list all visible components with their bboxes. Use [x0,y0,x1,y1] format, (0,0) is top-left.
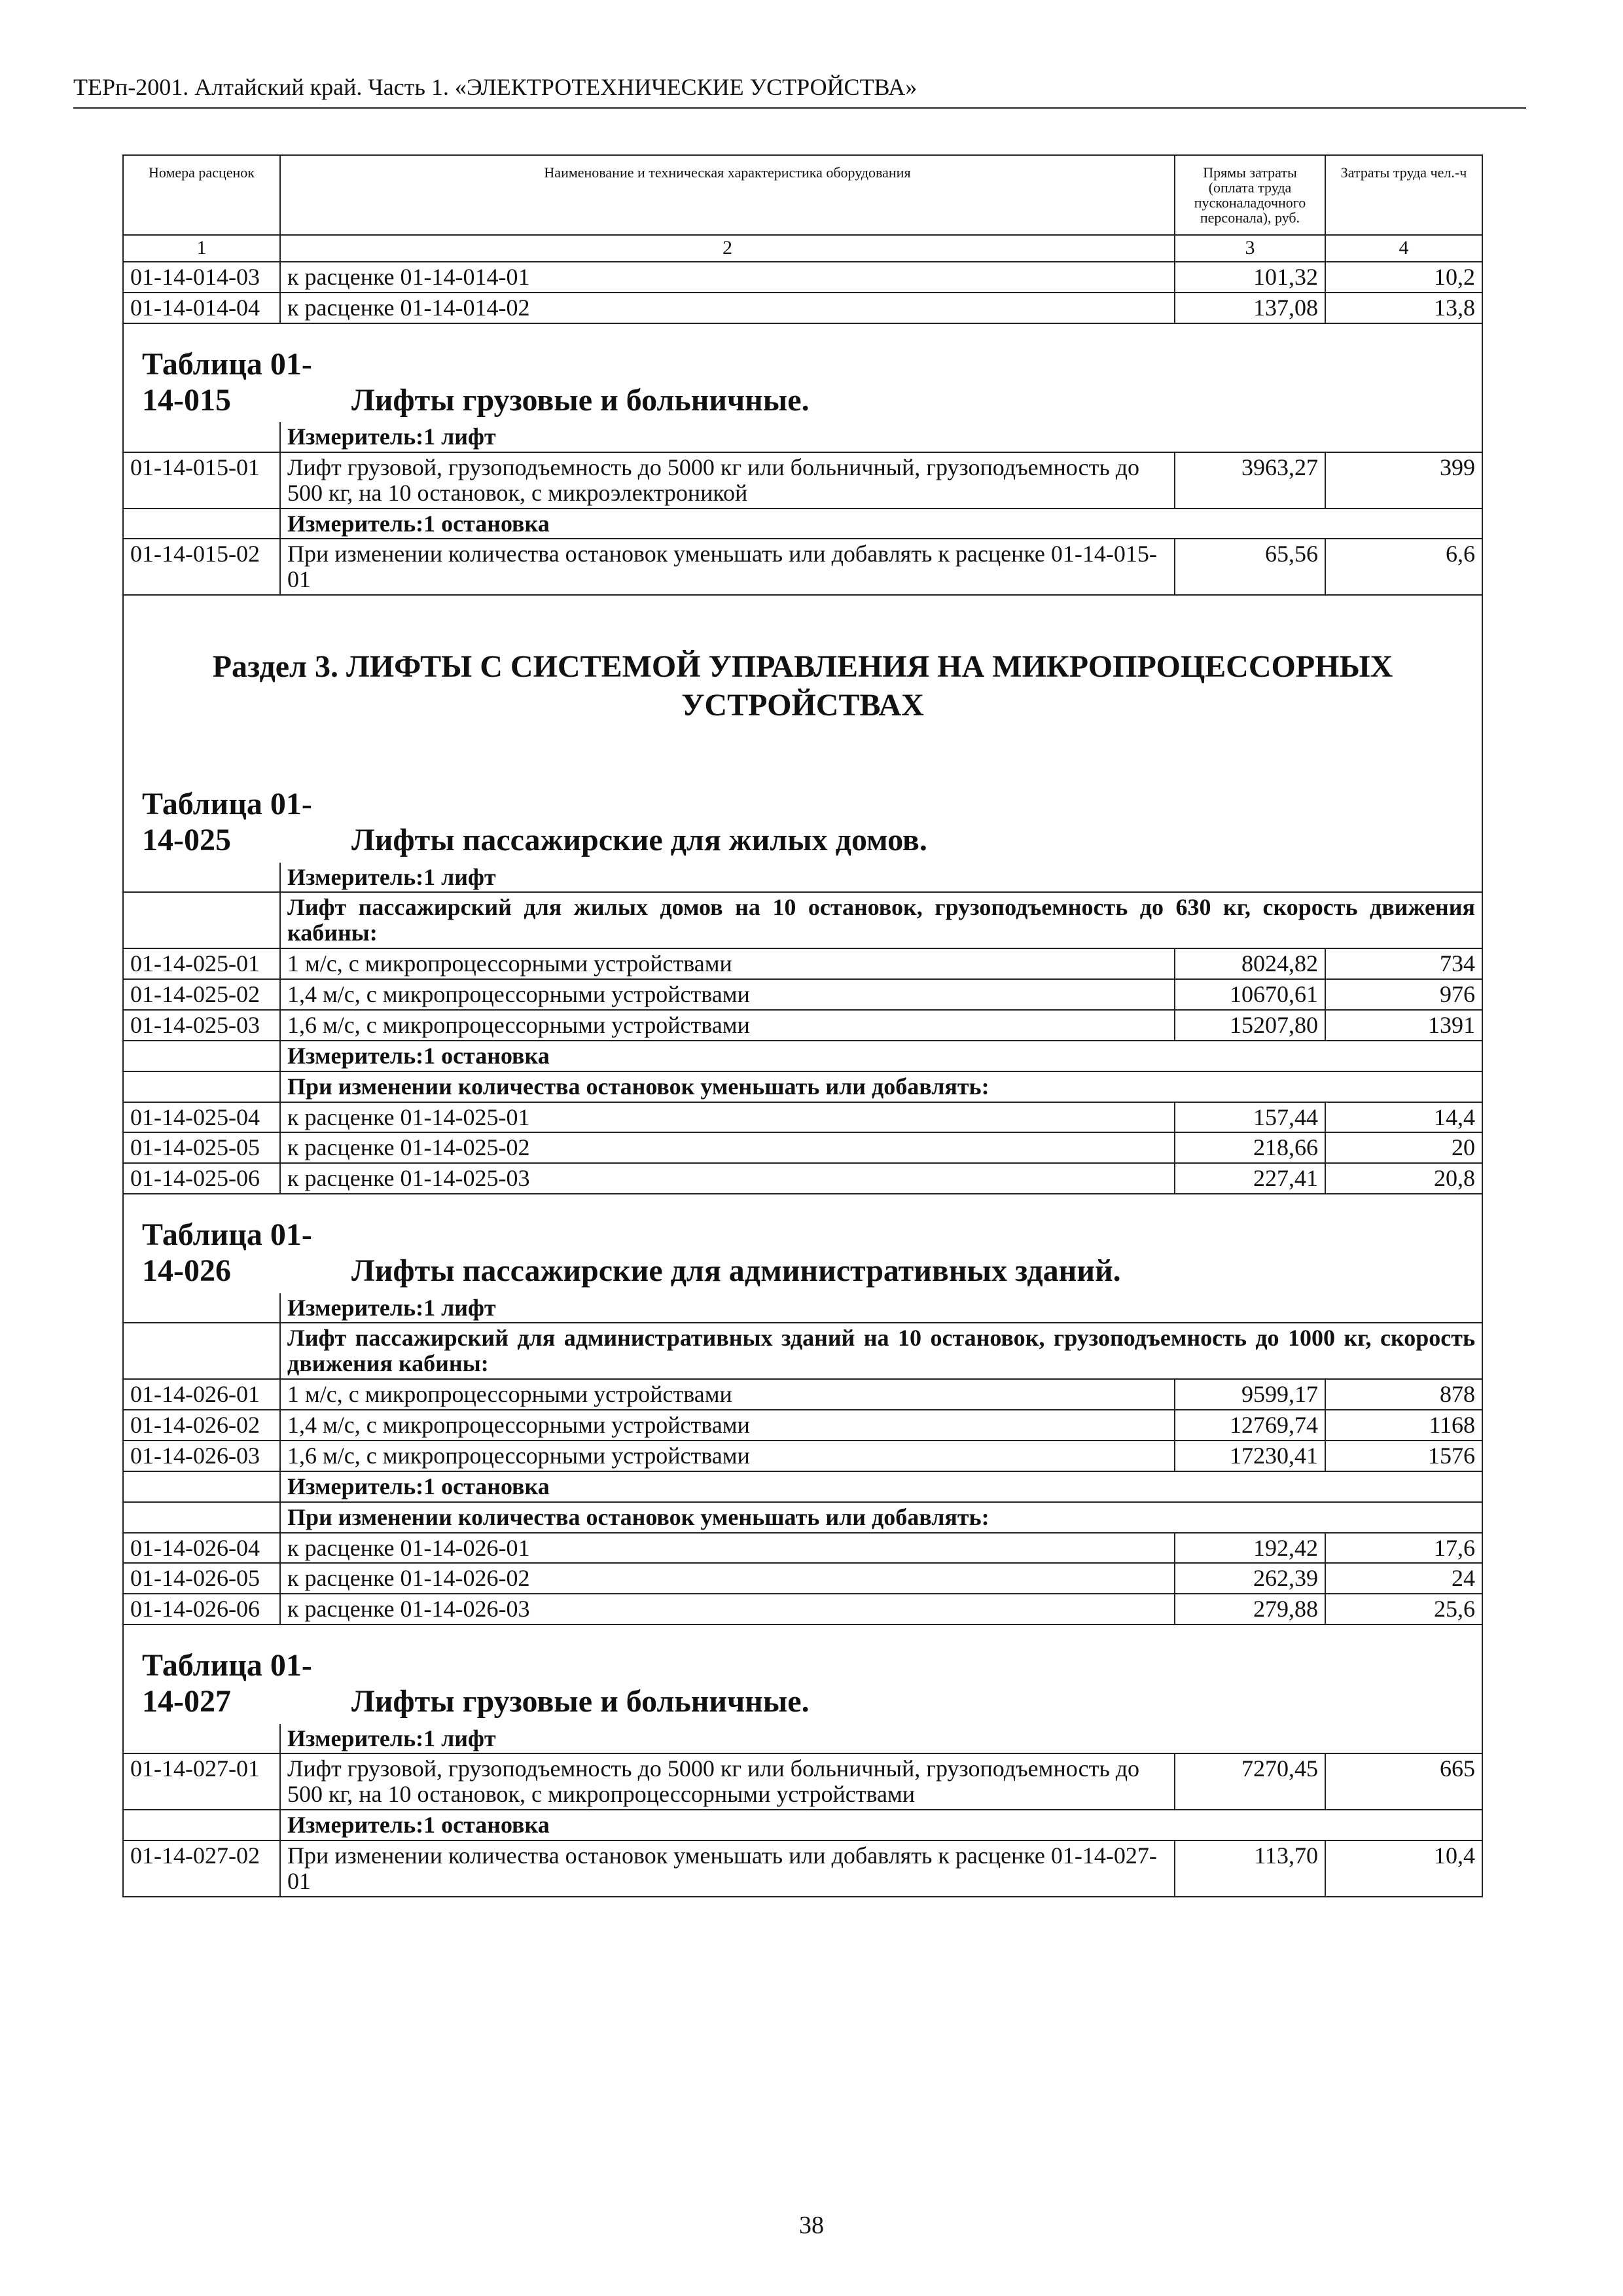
group-row [123,1502,1482,1533]
labor-cost: 1168 [1325,1410,1482,1441]
unit-row [123,1810,1482,1840]
table-title [123,1624,1482,1723]
section-title: Раздел 3. ЛИФТЫ С СИСТЕМОЙ УПРАВЛЕНИЯ НА МИКРОПРОЦЕССОРНЫХ УСТРОЙСТВАХ [123,595,1482,728]
labor-cost: 13,8 [1325,293,1482,323]
rate-description: к расценке 01-14-014-02 [280,293,1175,323]
rate-code: 01-14-026-05 [123,1563,280,1594]
labor-cost: 976 [1325,979,1482,1010]
table-code: Таблица 01-14-025 [142,787,312,858]
rate-description: Лифт грузовой, грузоподъемность до 5000 кг или больничный, грузоподъемность до 500 кг, на 10 остановок, с микропроцессорными устройствами [280,1753,1175,1810]
rate-code: 01-14-026-06 [123,1594,280,1624]
direct-cost: 10670,61 [1175,979,1325,1010]
table-code: Таблица 01-14-026 [142,1217,312,1289]
labor-cost: 24 [1325,1563,1482,1594]
group-description: Лифт пассажирский для административных зданий на 10 остановок, грузоподъемность до 1000 кг, скорость движения кабины: [280,1323,1482,1379]
table-row [123,979,1482,1010]
rate-code: 01-14-027-02 [123,1840,280,1897]
rate-code: 01-14-025-04 [123,1102,280,1133]
column-number-row [123,235,1482,261]
page-header: ТЕРп-2001. Алтайский край. Часть 1. «ЭЛЕКТРОТЕХНИЧЕСКИЕ УСТРОЙСТВА» [73,75,1526,109]
rate-code: 01-14-025-02 [123,979,280,1010]
table-row [123,1379,1482,1410]
rate-code: 01-14-026-02 [123,1410,280,1441]
rate-description: 1,6 м/с, с микропроцессорными устройствами [280,1441,1175,1471]
table-row [123,1753,1482,1810]
rate-description: 1 м/с, с микропроцессорными устройствами [280,1379,1175,1410]
spacer-row [123,728,1482,764]
table-title-row [123,323,1482,422]
rate-code: 01-14-026-04 [123,1533,280,1564]
unit-label: Измеритель:1 лифт [280,1724,1482,1754]
unit-label: Измеритель:1 остановка [280,1810,1482,1840]
direct-cost: 8024,82 [1175,948,1325,979]
direct-cost: 3963,27 [1175,452,1325,509]
group-row [123,1323,1482,1379]
rate-code: 01-14-027-01 [123,1753,280,1810]
page-number: 38 [799,2212,824,2239]
table-row [123,1840,1482,1897]
direct-cost: 279,88 [1175,1594,1325,1624]
rate-description: к расценке 01-14-026-03 [280,1594,1175,1624]
direct-cost: 15207,80 [1175,1010,1325,1041]
column-header-labor-costs: Затраты труда чел.-ч [1325,155,1482,235]
group-row [123,1071,1482,1102]
table-row [123,1132,1482,1163]
direct-cost: 227,41 [1175,1163,1325,1194]
table-row [123,262,1482,293]
rate-description: При изменении количества остановок уменьшать или добавлять к расценке 01-14-027-01 [280,1840,1175,1897]
column-number: 4 [1325,235,1482,261]
rate-description: 1,6 м/с, с микропроцессорными устройствами [280,1010,1175,1041]
direct-cost: 17230,41 [1175,1441,1325,1471]
unit-row [123,1293,1482,1323]
table-title-row [123,1624,1482,1723]
labor-cost: 399 [1325,452,1482,509]
unit-label: Измеритель:1 остановка [280,1041,1482,1071]
rate-description: 1,4 м/с, с микропроцессорными устройствами [280,1410,1175,1441]
table-code: Таблица 01-14-027 [142,1648,312,1719]
rate-description: Лифт грузовой, грузоподъемность до 5000 кг или больничный, грузоподъемность до 500 кг, на 10 остановок, с микроэлектроникой [280,452,1175,509]
labor-cost: 734 [1325,948,1482,979]
unit-row [123,422,1482,452]
direct-cost: 192,42 [1175,1533,1325,1564]
table-title-row [123,1194,1482,1293]
direct-cost: 65,56 [1175,539,1325,595]
rate-description: При изменении количества остановок уменьшать или добавлять к расценке 01-14-015-01 [280,539,1175,595]
table-title [123,323,1482,422]
column-number: 2 [280,235,1175,261]
column-number: 3 [1175,235,1325,261]
unit-row [123,509,1482,539]
unit-label: Измеритель:1 лифт [280,422,1482,452]
direct-cost: 218,66 [1175,1132,1325,1163]
group-description: Лифт пассажирский для жилых домов на 10 остановок, грузоподъемность до 630 кг, скорость движения кабины: [280,892,1482,948]
table-row [123,1410,1482,1441]
rate-code: 01-14-025-01 [123,948,280,979]
labor-cost: 665 [1325,1753,1482,1810]
labor-cost: 25,6 [1325,1594,1482,1624]
rate-code: 01-14-026-01 [123,1379,280,1410]
rate-code: 01-14-025-06 [123,1163,280,1194]
rate-description: 1 м/с, с микропроцессорными устройствами [280,948,1175,979]
direct-cost: 157,44 [1175,1102,1325,1133]
table-row [123,1441,1482,1471]
labor-cost: 20,8 [1325,1163,1482,1194]
column-header-row [123,155,1482,235]
table-row [123,1163,1482,1194]
table-row [123,1533,1482,1564]
column-header-codes: Номера расценок [123,155,280,235]
column-header-description: Наименование и техническая характеристика оборудования [280,155,1175,235]
table-name: Лифты грузовые и больничные. [351,1684,810,1719]
table-code: Таблица 01-14-015 [142,346,312,418]
labor-cost: 10,2 [1325,262,1482,293]
table-name: Лифты пассажирские для жилых домов. [351,823,927,858]
direct-cost: 9599,17 [1175,1379,1325,1410]
table-name: Лифты пассажирские для административных зданий. [351,1253,1121,1289]
table-title [123,1194,1482,1293]
direct-cost: 101,32 [1175,262,1325,293]
unit-row [123,863,1482,893]
rate-code: 01-14-015-02 [123,539,280,595]
direct-cost: 7270,45 [1175,1753,1325,1810]
table-row [123,293,1482,323]
rate-code: 01-14-015-01 [123,452,280,509]
table-row [123,452,1482,509]
unit-label: Измеритель:1 лифт [280,1293,1482,1323]
group-row [123,892,1482,948]
unit-label: Измеритель:1 остановка [280,1471,1482,1502]
rate-code: 01-14-026-03 [123,1441,280,1471]
direct-cost: 137,08 [1175,293,1325,323]
labor-cost: 14,4 [1325,1102,1482,1133]
rates-table [122,154,1483,1897]
rate-code: 01-14-014-04 [123,293,280,323]
rate-description: 1,4 м/с, с микропроцессорными устройствами [280,979,1175,1010]
rate-description: к расценке 01-14-025-03 [280,1163,1175,1194]
rate-description: к расценке 01-14-014-01 [280,262,1175,293]
labor-cost: 1391 [1325,1010,1482,1041]
unit-row [123,1471,1482,1502]
rate-description: к расценке 01-14-026-02 [280,1563,1175,1594]
group-description: При изменении количества остановок уменьшать или добавлять: [280,1502,1482,1533]
section-title-row [123,595,1482,728]
direct-cost: 113,70 [1175,1840,1325,1897]
rate-code: 01-14-025-03 [123,1010,280,1041]
rate-description: к расценке 01-14-025-01 [280,1102,1175,1133]
column-header-direct-costs: Прямы затраты (оплата труда пусконаладочного персонала), руб. [1175,155,1325,235]
table-title-row [123,764,1482,862]
table-name: Лифты грузовые и больничные. [351,382,810,418]
rate-description: к расценке 01-14-026-01 [280,1533,1175,1564]
direct-cost: 12769,74 [1175,1410,1325,1441]
unit-row [123,1724,1482,1754]
direct-cost: 262,39 [1175,1563,1325,1594]
labor-cost: 6,6 [1325,539,1482,595]
labor-cost: 17,6 [1325,1533,1482,1564]
group-description: При изменении количества остановок уменьшать или добавлять: [280,1071,1482,1102]
table-row [123,1010,1482,1041]
table-row [123,1563,1482,1594]
rate-description: к расценке 01-14-025-02 [280,1132,1175,1163]
unit-row [123,1041,1482,1071]
rate-code: 01-14-014-03 [123,262,280,293]
column-number: 1 [123,235,280,261]
rate-code: 01-14-025-05 [123,1132,280,1163]
table-title [123,764,1482,862]
labor-cost: 878 [1325,1379,1482,1410]
table-row [123,1594,1482,1624]
labor-cost: 10,4 [1325,1840,1482,1897]
table-row [123,539,1482,595]
table-row [123,1102,1482,1133]
labor-cost: 1576 [1325,1441,1482,1471]
table-row [123,948,1482,979]
labor-cost: 20 [1325,1132,1482,1163]
unit-label: Измеритель:1 лифт [280,863,1482,893]
unit-label: Измеритель:1 остановка [280,509,1482,539]
